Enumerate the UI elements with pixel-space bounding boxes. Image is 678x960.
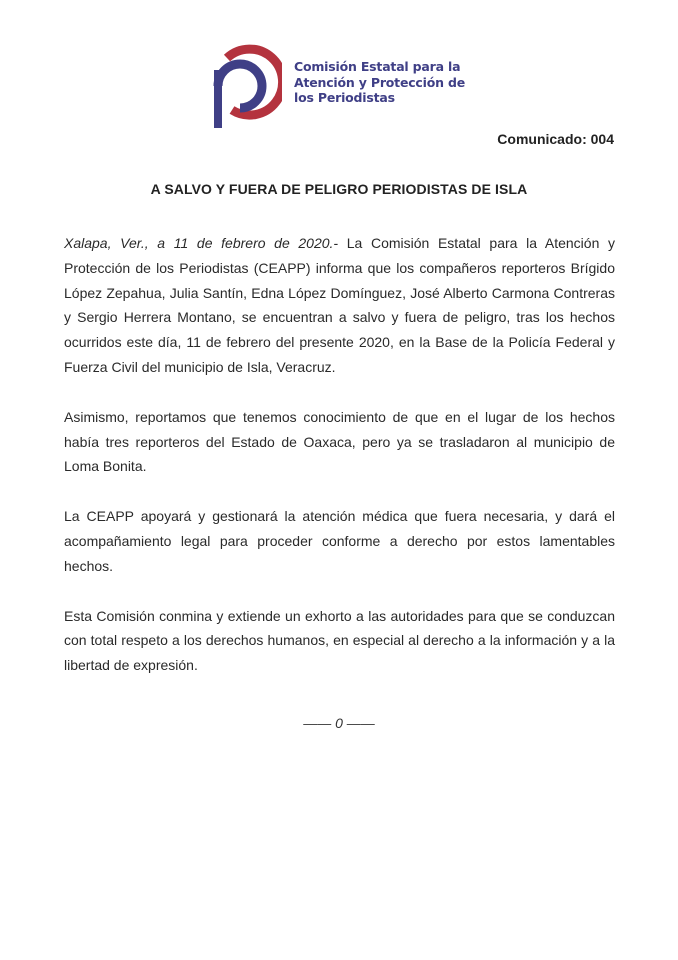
paragraph-1-text: La Comisión Estatal para la Atención y Protección de los Periodistas (CEAPP) informa que los compañeros reporteros Brígido López Zepahua, Julia Santín, Edna López Domínguez, José Alberto Carmona Contreras y Sergio Herrera Montano, se encuentran a salvo y fuera de peligro, tras los hechos ocurridos este día, 11 de febrero del presente 2020, en la Base de la Policía Federal y Fuerza Civil del municipio de Isla, Veracruz. [64,235,616,375]
paragraph-1 [64,231,615,380]
communique-number: Comunicado: 004 [497,131,614,147]
paragraph-3: La CEAPP apoyará y gestionará la atención médica que fuera necesaria, y dará el acompañamiento legal para proceder conforme a derecho por estos lamentables hechos. [64,508,615,574]
paragraph-2: Asimismo, reportamos que tenemos conocimiento de que en el lugar de los hechos había tres reporteros del Estado de Oaxaca, pero ya se trasladaron al municipio de Loma Bonita. [64,408,615,475]
paragraph-4: Esta Comisión conmina y extiende un exhorto a las autoridades para que se conduzcan con total respeto a los derechos humanos, en especial al derecho a la información y a la libertad de expresión. [64,607,615,674]
ceapp-logo-icon [208,40,282,132]
closing-mark: —— 0 —— [303,715,375,731]
organization-name [294,59,514,106]
organization-name-line-3: los Periodistas [294,90,395,105]
letterhead [208,40,508,132]
organization-name-line-2: Atención y Protección de [294,74,465,90]
dateline: Xalapa, Ver., a 11 de febrero de 2020.- [64,235,339,251]
organization-name-line-1: Comisión Estatal para la [294,59,461,74]
document-body [64,231,615,703]
document-title: A SALVO Y FUERA DE PELIGRO PERIODISTAS DE ISLA [150,181,528,197]
